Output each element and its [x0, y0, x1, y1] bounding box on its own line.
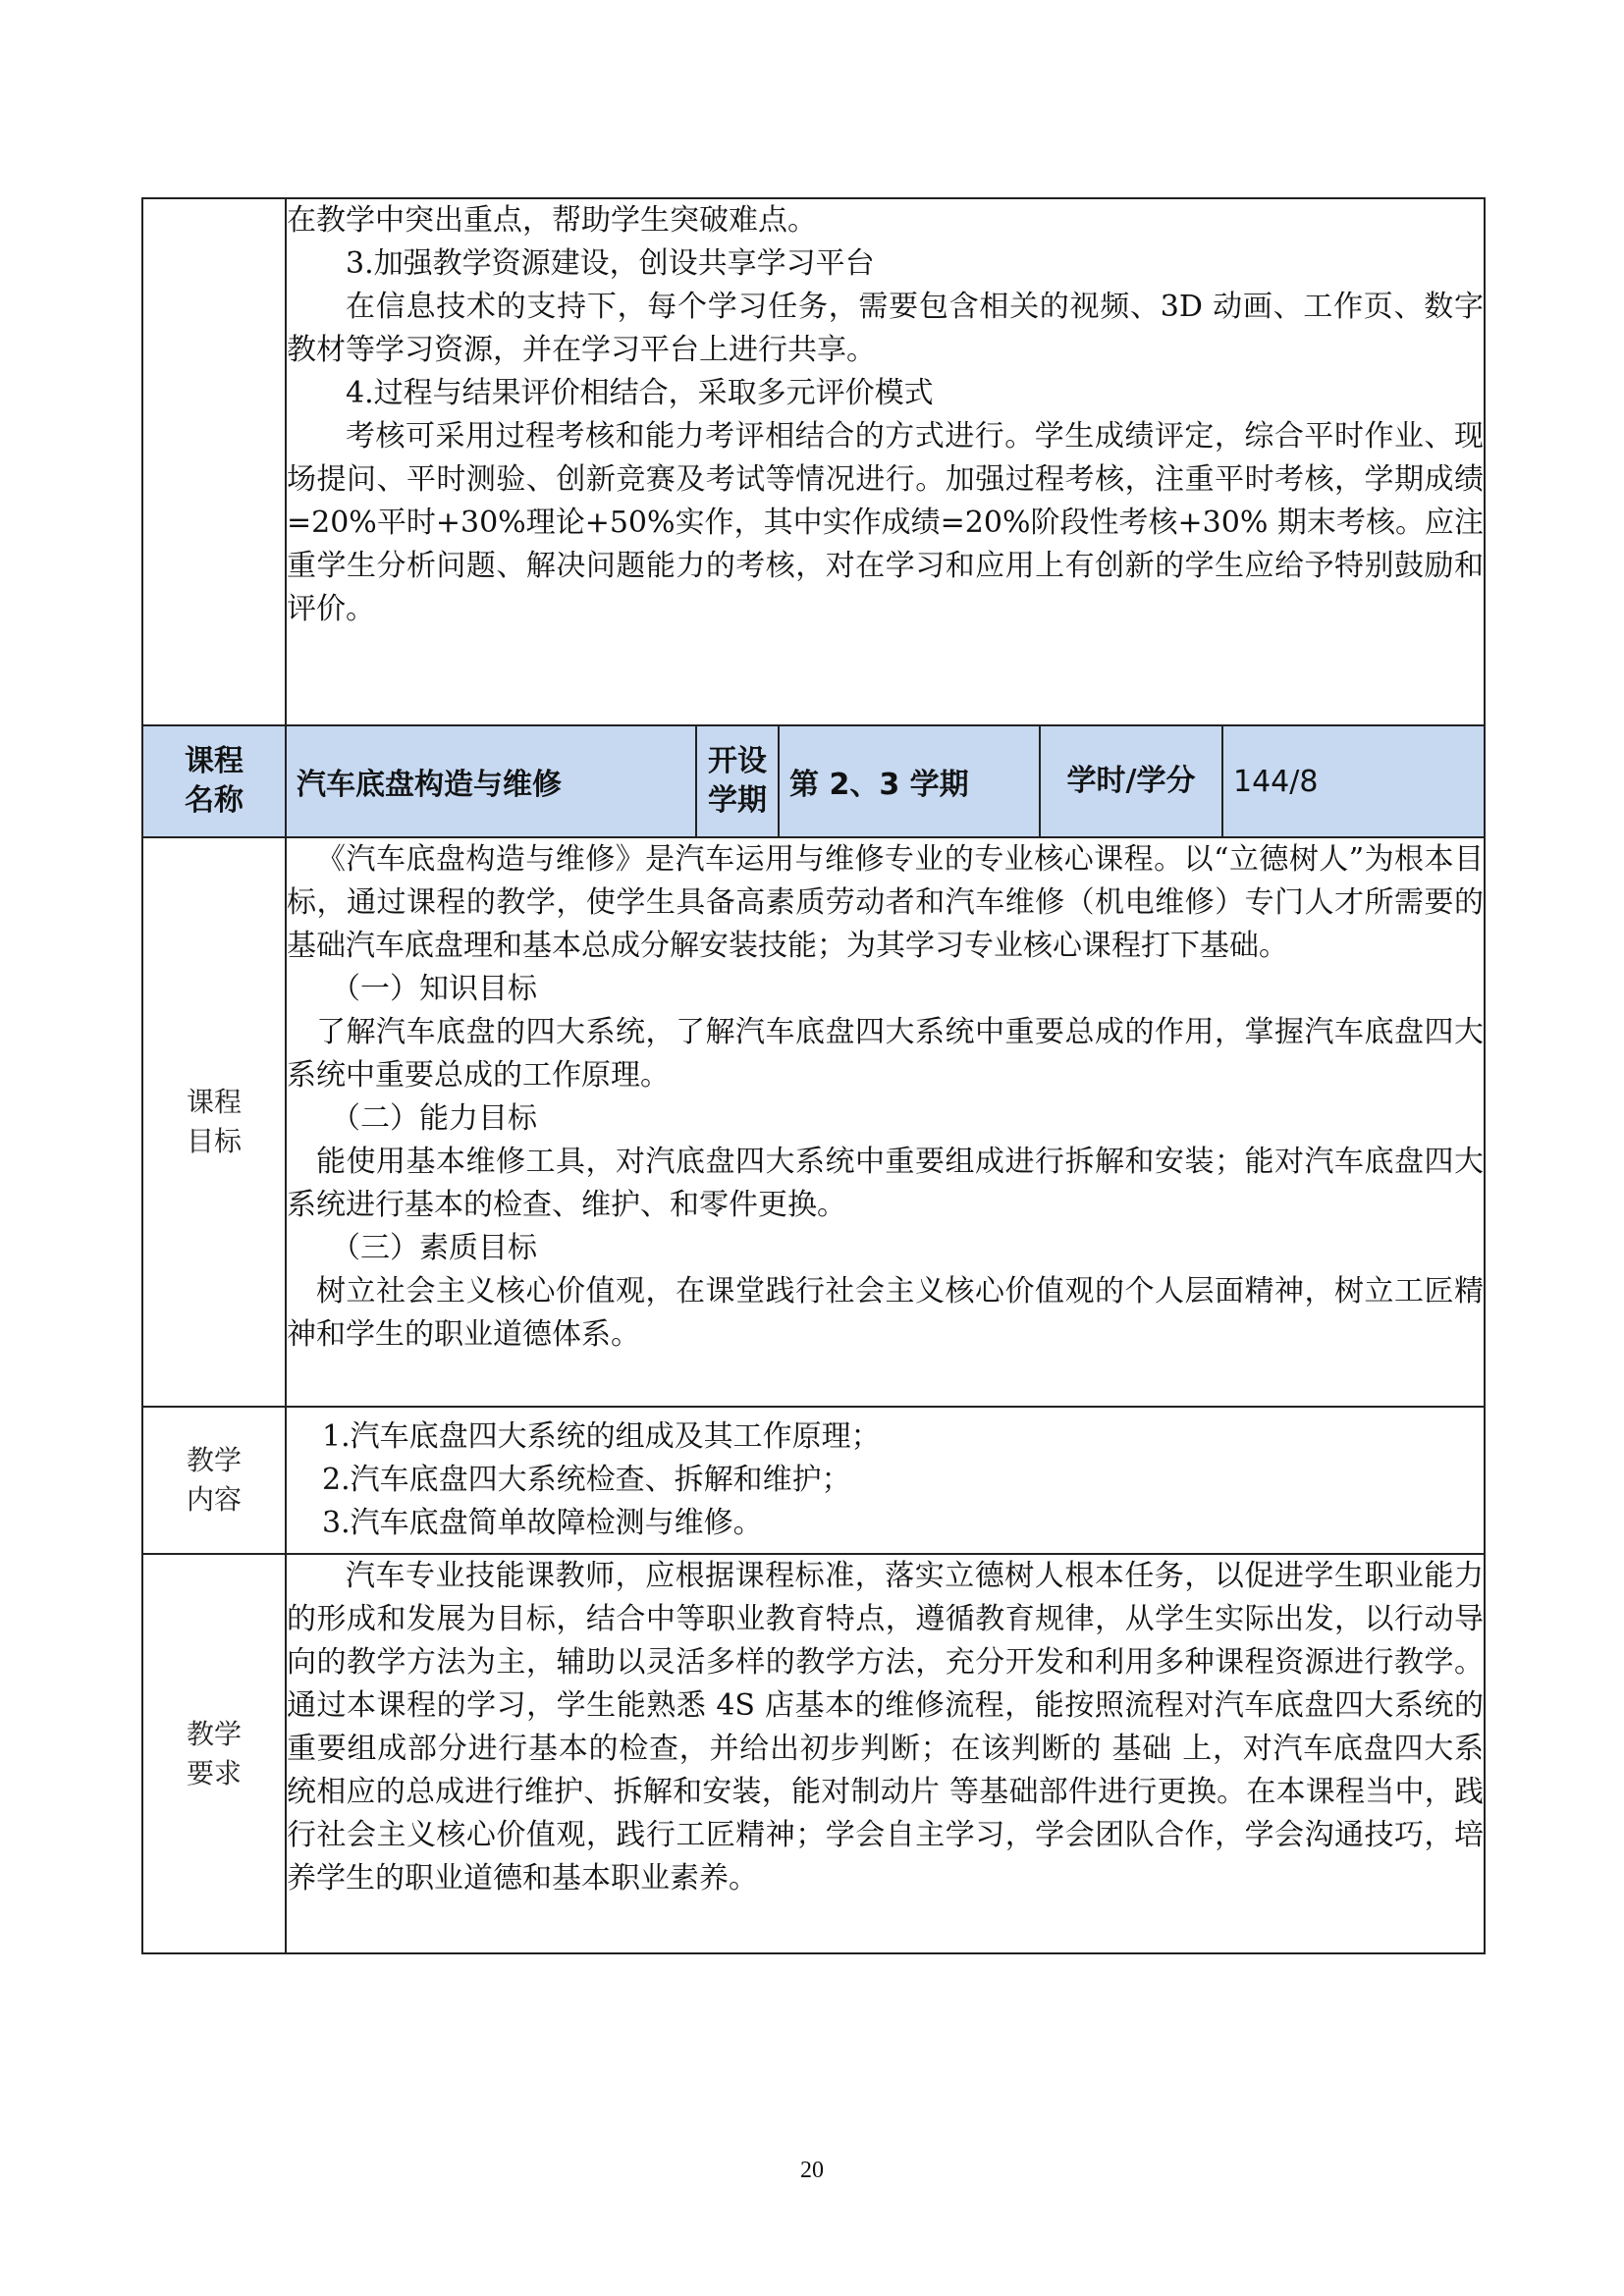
requirements-text: 汽车专业技能课教师，应根据课程标准，落实立德树人根本任务，以促进学生职业能力的形成和发展为目标，结合中等职业教育特点，遵循教育规律，从学生实际出发，以行动导向的教学方法为主，辅助以灵活多样的教学方法，充分开发和利用多种课程资源进行教学。通过本课程的学习，学生能熟悉 4S 店基本的维修流程，能按照流程对汽车底盘四大系统的重要组成部分进行基本的检查，并给出初步判断；在该判断的 基础 上，对汽车底盘四大系统相应的总成进行维护、拆解和安装，能对制动片 等基础部件进行更换。在本课程当中，践行社会主义核心价值观，践行工匠精神；学会自主学习，学会团队合作，学会沟通技巧，培养学生的职业道德和基本职业素养。 — [287, 1559, 1484, 1896]
course-goal-row — [142, 837, 1485, 1407]
hours-label: 学时/学分 — [1040, 725, 1222, 837]
paragraph: 在教学中突出重点，帮助学生突破难点。 — [287, 203, 817, 238]
course-header-row — [142, 725, 1485, 837]
term-value: 第 2、3 学期 — [779, 725, 1040, 837]
ability-goal-text: 能使用基本维修工具，对汽底盘四大系统中重要组成进行拆解和安装；能对汽车底盘四大系统进行基本的检查、维护、和零件更换。 — [287, 1145, 1484, 1222]
quality-goal-text: 树立社会主义核心价值观，在课堂践行社会主义核心价值观的个人层面精神，树立工匠精神和学生的职业道德体系。 — [287, 1274, 1484, 1352]
teaching-content-list — [286, 1407, 1485, 1554]
paragraph: 考核可采用过程考核和能力考评相结合的方式进行。学生成绩评定，综合平时作业、现场提问、平时测验、创新竞赛及考试等情况进行。加强过程考核，注重平时考核，学期成绩=20%平时+30%理论+50%实作，其中实作成绩=20%阶段性考核+30% 期末考核。应注重学生分析问题、解决问题能力的考核，对在学习和应用上有创新的学生应给予特别鼓励和评价。 — [287, 419, 1484, 626]
paragraph: 在信息技术的支持下，每个学习任务，需要包含相关的视频、3D 动画、工作页、数字教材等学习资源，并在学习平台上进行共享。 — [287, 290, 1484, 367]
term-label: 开设 学期 — [696, 725, 779, 837]
course-goal-label: 课程 目标 — [142, 837, 286, 1407]
list-item: 2.汽车底盘四大系统检查、拆解和维护； — [322, 1463, 851, 1497]
teaching-requirements-label: 教学 要求 — [142, 1554, 286, 1953]
course-name: 汽车底盘构造与维修 — [286, 725, 696, 837]
course-name-label: 课程 名称 — [142, 725, 286, 837]
teaching-content-label: 教学 内容 — [142, 1407, 286, 1554]
subheading: 3.加强教学资源建设，创设共享学习平台 — [346, 246, 875, 281]
list-item: 1.汽车底盘四大系统的组成及其工作原理； — [322, 1419, 881, 1454]
quality-goal-title: （三）素质目标 — [331, 1231, 537, 1265]
subheading: 4.过程与结果评价相结合，采取多元评价模式 — [346, 376, 934, 410]
list-item: 3.汽车底盘简单故障检测与维修。 — [322, 1506, 763, 1540]
course-goal-content — [286, 837, 1485, 1407]
teaching-requirements-content — [286, 1554, 1485, 1953]
previous-section-row — [142, 198, 1485, 725]
page-number: 20 — [800, 2158, 824, 2183]
previous-section-label-cell — [142, 198, 286, 725]
goal-intro: 《汽车底盘构造与维修》是汽车运用与维修专业的专业核心课程。以“立德树人”为根本目标，通过课程的教学，使学生具备高素质劳动者和汽车维修（机电维修）专门人才所需要的基础汽车底盘理和基本总成分解安装技能；为其学习专业核心课程打下基础。 — [287, 842, 1484, 963]
knowledge-goal-text: 了解汽车底盘的四大系统，了解汽车底盘四大系统中重要总成的作用，掌握汽车底盘四大系统中重要总成的工作原理。 — [287, 1015, 1484, 1093]
ability-goal-title: （二）能力目标 — [331, 1101, 537, 1136]
teaching-content-row — [142, 1407, 1485, 1554]
teaching-requirements-row — [142, 1554, 1485, 1953]
course-table — [141, 197, 1486, 1954]
hours-value: 144/8 — [1222, 725, 1485, 837]
knowledge-goal-title: （一）知识目标 — [331, 972, 537, 1006]
previous-section-content — [286, 198, 1485, 725]
